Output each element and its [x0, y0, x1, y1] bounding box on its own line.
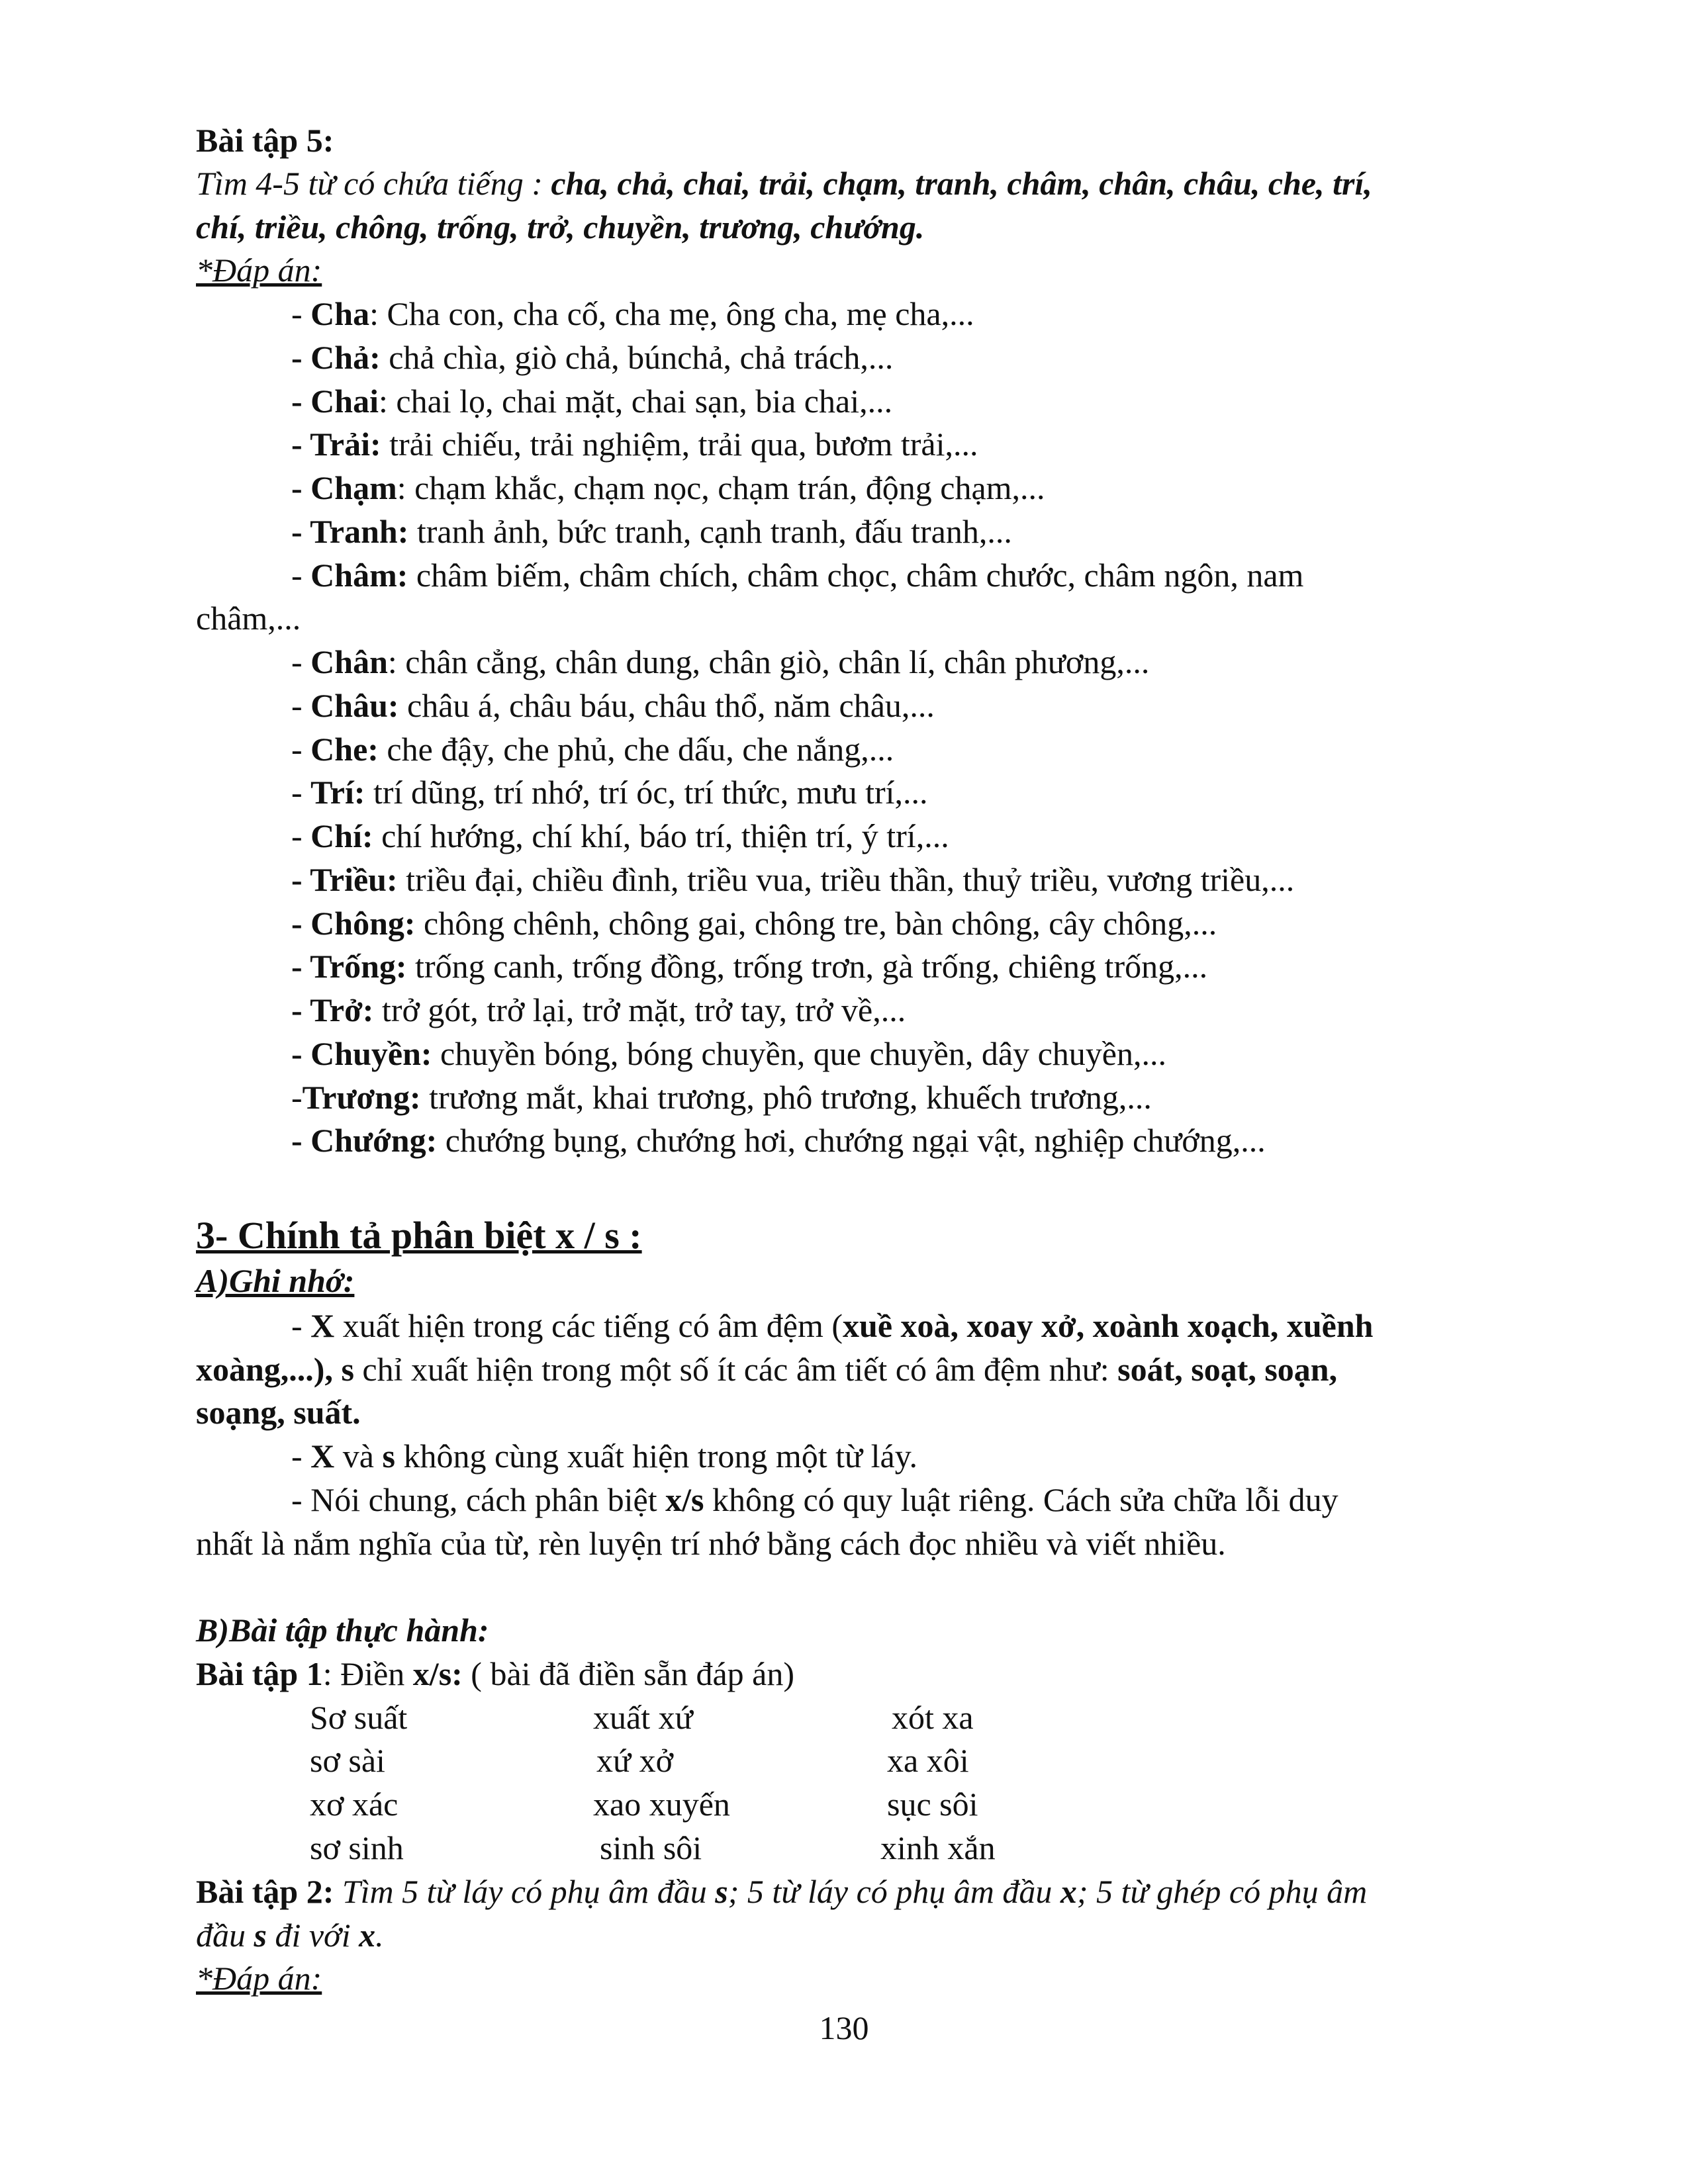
page-number: 130: [819, 2009, 869, 2046]
answer-item: - Chân: chân cẳng, chân dung, chân giò, chân lí, chân phương,...: [291, 643, 1150, 680]
exercise-1-heading: Bài tập 1: Điền x/s: ( bài đã điền sẵn đáp án): [196, 1655, 794, 1692]
exercise-5-prompt-line-1: [196, 167, 1372, 200]
answer-item: - Chai: chai lọ, chai mặt, chai sạn, bia chai,...: [291, 383, 893, 420]
rule-3-line-2: nhất là nắm nghĩa của từ, rèn luyện trí nhớ bằng cách đọc nhiều và viết nhiều.: [196, 1525, 1226, 1562]
answer-item: - Chả: chả chìa, giò chả, búnchả, chả trách,...: [291, 339, 894, 376]
answer-item: - Trải: trải chiếu, trải nghiệm, trải qua, bươm trải,...: [291, 426, 978, 463]
word-cell: xao xuyến: [593, 1786, 730, 1823]
word-cell: xứ xở: [596, 1742, 674, 1779]
exercise-5-prompt-text: Tìm 4-5 từ có chứa tiếng :: [196, 165, 551, 202]
section-3-heading: 3- Chính tả phân biệt x / s :: [196, 1214, 642, 1257]
answer-item: - Cha: Cha con, cha cố, cha mẹ, ông cha, mẹ cha,...: [291, 295, 974, 332]
word-cell: Sơ suất: [310, 1699, 408, 1736]
answer-item: - Chuyền: chuyền bóng, bóng chuyền, que chuyền, dây chuyền,...: [291, 1035, 1166, 1072]
exercise-5-title: Bài tập 5:: [196, 122, 334, 159]
answer-item: - Chướng: chướng bụng, chướng hơi, chướng ngại vật, nghiệp chướng,...: [291, 1122, 1266, 1159]
section-b-label: B)Bài tập thực hành:: [196, 1612, 489, 1649]
exercise-2-answer-label: *Đáp án:: [196, 1960, 322, 1997]
answer-item: -Trương: trương mắt, khai trương, phô trương, khuếch trương,...: [291, 1079, 1152, 1116]
answer-item: - Trí: trí dũng, trí nhớ, trí óc, trí thức, mưu trí,...: [291, 774, 928, 811]
answer-item: - Châm: châm biếm, châm chích, châm chọc, châm chước, châm ngôn, nam: [291, 557, 1304, 594]
word-cell: sơ sài: [310, 1742, 385, 1779]
word-cell: sục sôi: [887, 1786, 978, 1823]
word-cell: sơ sinh: [310, 1829, 404, 1866]
answer-item: - Chí: chí hướng, chí khí, báo trí, thiện trí, ý trí,...: [291, 817, 949, 854]
answer-item: - Trống: trống canh, trống đồng, trống trơn, gà trống, chiêng trống,...: [291, 948, 1208, 985]
exercise-2-line-1: Bài tập 2: Tìm 5 từ láy có phụ âm đầu s; 5 từ láy có phụ âm đầu x; 5 từ ghép có phụ âm: [196, 1873, 1368, 1910]
word-cell: xuất xứ: [593, 1699, 693, 1736]
answer-item: - Châu: châu á, châu báu, châu thổ, năm châu,...: [291, 687, 935, 724]
answer-item: - Che: che đậy, che phủ, che dấu, che nắng,...: [291, 731, 894, 768]
rule-2: - X và s không cùng xuất hiện trong một từ láy.: [291, 1437, 917, 1475]
answer-item: - Triều: triều đại, chiều đình, triều vua, triều thần, thuỷ triều, vương triều,...: [291, 861, 1295, 898]
word-cell: xơ xác: [310, 1786, 399, 1823]
rule-1-line-3: soạng, suất.: [196, 1394, 361, 1431]
rule-3-line-1: - Nói chung, cách phân biệt x/s không có quy luật riêng. Cách sửa chữa lỗi duy: [291, 1481, 1338, 1518]
exercise-5-answer-label: *Đáp án:: [196, 251, 322, 289]
answer-item: - Chạm: chạm khắc, chạm nọc, chạm trán, động chạm,...: [291, 469, 1045, 506]
exercise-5-word-list-line-2: chí, triều, chông, trống, trở, chuyền, trương, chướng.: [196, 208, 925, 246]
exercise-5-word-list: cha, chả, chai, trải, chạm, tranh, châm, chân, châu, che, trí,: [551, 165, 1372, 202]
answer-item: - Tranh: tranh ảnh, bức tranh, cạnh tranh, đấu tranh,...: [291, 513, 1012, 550]
answer-item-continuation: châm,...: [196, 600, 301, 637]
section-a-label: A)Ghi nhớ:: [196, 1262, 355, 1299]
rule-1-line-1: - X xuất hiện trong các tiếng có âm đệm (xuề xoà, xoay xở, xoành xoạch, xuềnh: [291, 1307, 1374, 1344]
rule-1-line-2: xoàng,...), s chỉ xuất hiện trong một số ít các âm tiết có âm đệm như: soát, soạt, soạn,: [196, 1351, 1338, 1388]
word-cell: xót xa: [892, 1699, 974, 1736]
answer-item: - Trở: trở gót, trở lại, trở mặt, trở tay, trở về,...: [291, 991, 906, 1028]
answer-item: - Chông: chông chênh, chông gai, chông tre, bàn chông, cây chông,...: [291, 905, 1217, 942]
word-cell: xinh xắn: [880, 1829, 996, 1866]
word-cell: xa xôi: [887, 1742, 969, 1779]
exercise-2-line-2: đầu s đi với x.: [196, 1917, 384, 1954]
word-cell: sinh sôi: [600, 1829, 702, 1866]
